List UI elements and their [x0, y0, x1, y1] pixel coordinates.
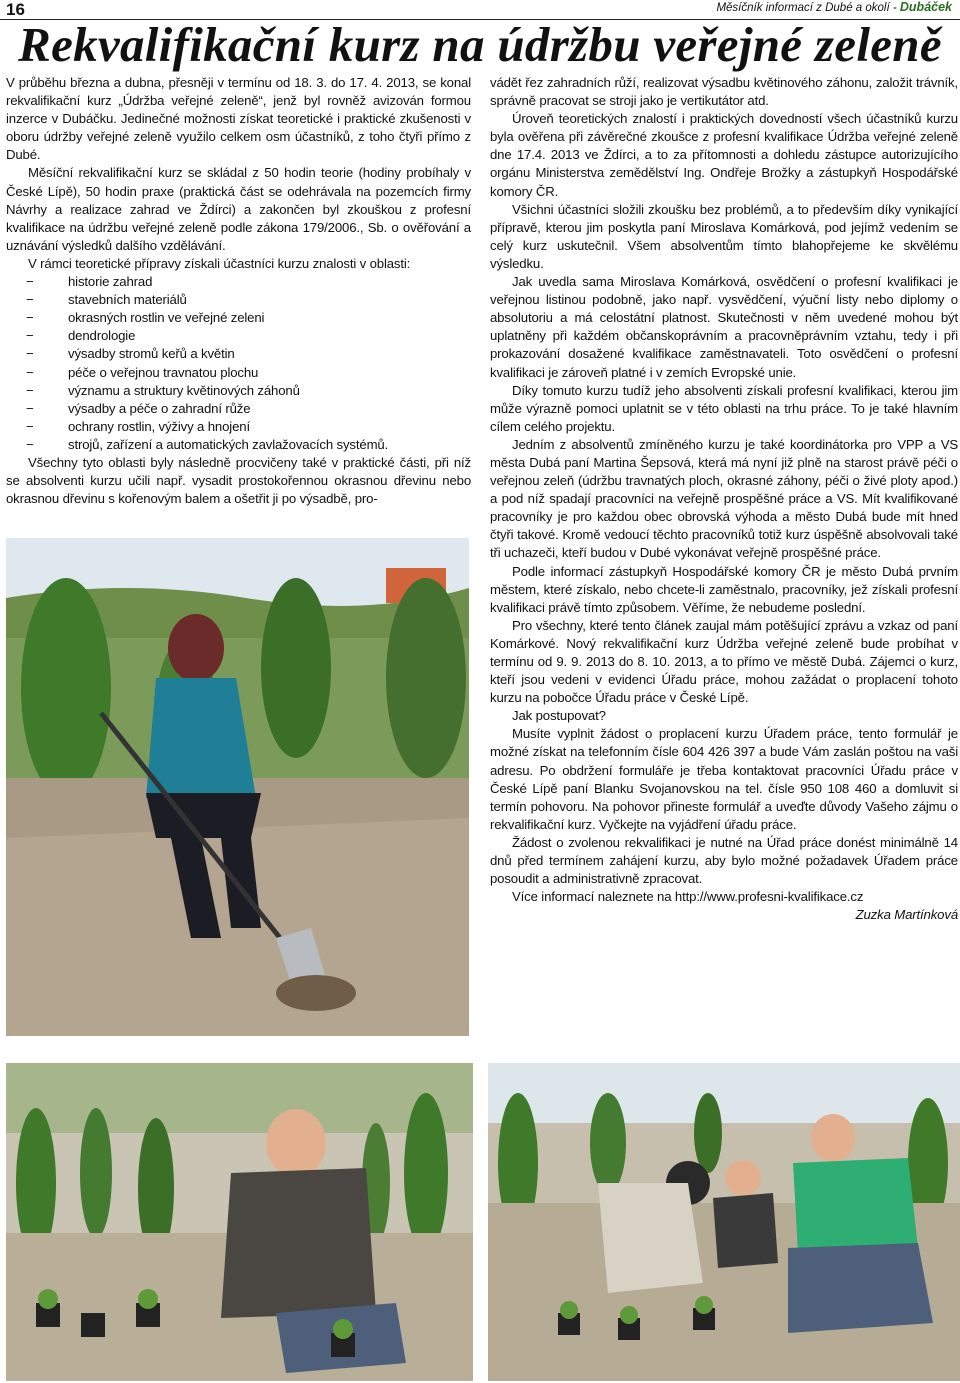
- list-dash: −: [26, 310, 34, 326]
- list-item-text: významu a struktury květinových záhonů: [68, 382, 300, 398]
- list-dash: −: [26, 400, 34, 416]
- list-dash: −: [26, 328, 34, 344]
- topic-list: [6, 273, 471, 454]
- paragraph: vádět řez zahradních růží, realizovat výsadbu květinového záhonu, založit trávník, správně pracovat se stroji jako je vertikutátor atd.: [490, 75, 958, 109]
- paragraph: V rámci teoretické přípravy získali účastníci kurzu znalosti v oblasti:: [28, 255, 411, 271]
- left-column: [6, 74, 471, 508]
- list-item: [6, 364, 471, 382]
- list-item-text: péče o veřejnou travnatou plochu: [68, 364, 259, 380]
- paragraph: Úroveň teoretických znalostí i praktických dovedností všech účastníků kurzu byla ověřena při závěrečné zkoušce z profesní kvalifikace Údržba veřejné zeleně dne 17.4. 2013 ve Ždírci, a to za přítomnosti a dohledu zástupce autorizujícího orgánu Ministerstva zemědělství Ing. Ondřeje Brožky a zástupkyň Hospodářské komory ČR.: [490, 111, 958, 199]
- list-item-text: ochrany rostlin, výživy a hnojení: [68, 418, 250, 434]
- list-item: [6, 382, 471, 400]
- list-item-text: výsadby stromů keřů a květin: [68, 346, 235, 362]
- masthead: [716, 0, 952, 14]
- list-dash: −: [26, 418, 34, 434]
- list-item: [6, 327, 471, 345]
- list-item-text: strojů, zařízení a automatických zavlažovacích systémů.: [68, 436, 389, 452]
- article-title: Rekvalifikační kurz na údržbu veřejné zeleně: [18, 17, 942, 72]
- paragraph: Pro všechny, které tento článek zaujal mám potěšující zprávu a vzkaz od paní Komárkové. Nový rekvalifikační kurz Údržba veřejné zeleně bude probíhat v termínu od 9. 9. 2013 do 8. 10. 2013, a to přímo ve městě Dubá. Zájemci o kurz, kteří jsou vedeni v evidenci Úřadu práce, mohou zažádat o proplacení tohoto kurzu na pobočce Úřadu práce v České Lípě.: [490, 617, 958, 706]
- list-dash: −: [26, 382, 34, 398]
- author-signature: Zuzka Martínková: [855, 907, 958, 923]
- list-dash: −: [26, 346, 34, 362]
- list-dash: −: [26, 436, 34, 452]
- right-column: [490, 74, 958, 924]
- paragraph: Jak uvedla sama Miroslava Komárková, osvědčení o profesní kvalifikaci je veřejnou listinou podobně, jako např. vysvědčení, výuční listy nebo diplomy o absolutoriu a má celostátní platnost. Skutečnosti v něm uvedené mohou být uplatněny při každém občanskoprávním a pracovněprávním vztahu, tedy i při prokazování dosažené kvalifikace zaměstnavateli. Toto osvědčení o profesní kvalifikaci je zároveň platné i v zemích Evropské unie.: [490, 274, 958, 380]
- masthead-brand: Dubáček: [899, 0, 952, 14]
- paragraph: Musíte vyplnit žádost o proplacení kurzu Úřadem práce, tento formulář je možné získat na telefonním čísle 604 426 397 a bude Vám zaslán poštou na vaši adresu. Po obdržení formuláře je třeba kontaktovat pracovníci Úřadu práce v České Lípě paní Blanku Svojanovskou na tel. čísle 950 108 460 a domluvit si termín pohovoru. Na pohovor přineste formulář a uveďte důvody Vašeho zájmu o rekvalifikační kurz. Vyčkejte na vyjádření úřadu práce.: [490, 726, 958, 832]
- paragraph: Díky tomuto kurzu tudíž jeho absolventi získali profesní kvalifikaci, kterou jim může výrazně pomoci uplatnit se v této oblasti na trhu práce. To je také hlavním cílem celého projektu.: [490, 382, 958, 434]
- page-number: 16: [6, 0, 25, 19]
- list-item-text: historie zahrad: [68, 274, 153, 290]
- paragraph: Žádost o zvolenou rekvalifikaci je nutné na Úřad práce donést minimálně 14 dnů před termínem zahájení kurzu, aby bylo možné požadavek Úřadem práce posoudit a administrativně zpracovat.: [490, 834, 958, 887]
- paragraph: V průběhu března a dubna, přesněji v termínu od 18. 3. do 17. 4. 2013, se konal rekvalifikační kurz „Údržba veřejné zeleně“, jenž byl rovněž avizován formou inzerce v Dubáčku. Jedinečné možnosti získat teoretické i praktické zkušenosti v oboru údržby veřejné zeleně využilo celkem osm účastníků, z toho čtyři přímo z Dubé.: [6, 75, 471, 163]
- list-item: [6, 418, 471, 436]
- photo-group-planting: [488, 1063, 960, 1381]
- list-item-text: výsadby a péče o zahradní růže: [68, 400, 251, 416]
- masthead-text: Měsíčník informací z Dubé a okolí -: [716, 2, 900, 14]
- photo-man-planting: [6, 1063, 473, 1381]
- list-item: [6, 400, 471, 418]
- list-item: [6, 291, 471, 309]
- list-item-text: stavebních materiálů: [68, 292, 187, 308]
- paragraph: Jak postupovat?: [512, 708, 606, 724]
- list-item: [6, 436, 471, 454]
- paragraph: Podle informací zástupkyň Hospodářské komory ČR je město Dubá prvním městem, které získalo, nebo chcete-li zaměstnalo, pracovníky, jež získali profesní kvalifikaci právě tímto způsobem. Věříme, že nebudeme poslední.: [490, 563, 958, 615]
- list-item-text: dendrologie: [68, 328, 136, 344]
- paragraph: Jedním z absolventů zmíněného kurzu je také koordinátorka pro VPP a VS města Dubá paní Martina Šepsová, která má nyní již plně na starost právě péči o veřejnou zeleň (údržbu travnatých ploch, okrasné záhony, péči o živé ploty apod.) a pod níž spadají pracovníci na veřejně prospěšné práce a VS. Mít kvalifikované pracovníky je pro každou obec obrovská výhoda a město Dubá bude mít hned čtyři takové. Kromě vedoucí těchto pracovníků totiž kurz úspěšně absolvovali také tři uchazeči, kteří budou v Dubé vykonávat veřejně prospěšné práce.: [490, 436, 958, 561]
- list-item-text: okrasných rostlin ve veřejné zeleni: [68, 310, 265, 326]
- photo-woman-digging: [6, 538, 469, 1036]
- list-item: [6, 345, 471, 363]
- list-dash: −: [26, 364, 34, 380]
- paragraph: Všechny tyto oblasti byly následně procvičeny také v praktické části, při níž se absolventi kurzu učili např. vysadit prostokořennou okrasnou dřevinu nebo okrasnou dřevinu s kořenovým balem a ošetřit ji po výsadbě, pro-: [6, 454, 471, 507]
- list-item: [6, 273, 471, 291]
- paragraph: Všichni účastníci složili zkoušku bez problémů, a to především díky vynikající přípravě, kterou jim poskytla paní Miroslava Komárková, pod jejímž vedením se celý kurz uskutečnil. Všem absolventům tímto blahopřejeme ke skvělému výsledku.: [490, 201, 958, 271]
- list-item: [6, 309, 471, 327]
- paragraph: Více informací naleznete na http://www.profesni-kvalifikace.cz: [512, 889, 864, 905]
- paragraph: Měsíční rekvalifikační kurz se skládal z 50 hodin teorie (hodiny probíhaly v České Lípě), 50 hodin praxe (praktická část se odehrávala na pozemcích firmy Návrhy a realizace zahrad ve Ždírci) a zakončen byl zkouškou z profesní kvalifikace na údržbu veřejné zeleně podle zákona 179/2006., Sb. o ověřování a uznávání výsledků dalšího vzdělávání.: [6, 165, 471, 253]
- list-dash: −: [26, 274, 34, 290]
- list-dash: −: [26, 292, 34, 308]
